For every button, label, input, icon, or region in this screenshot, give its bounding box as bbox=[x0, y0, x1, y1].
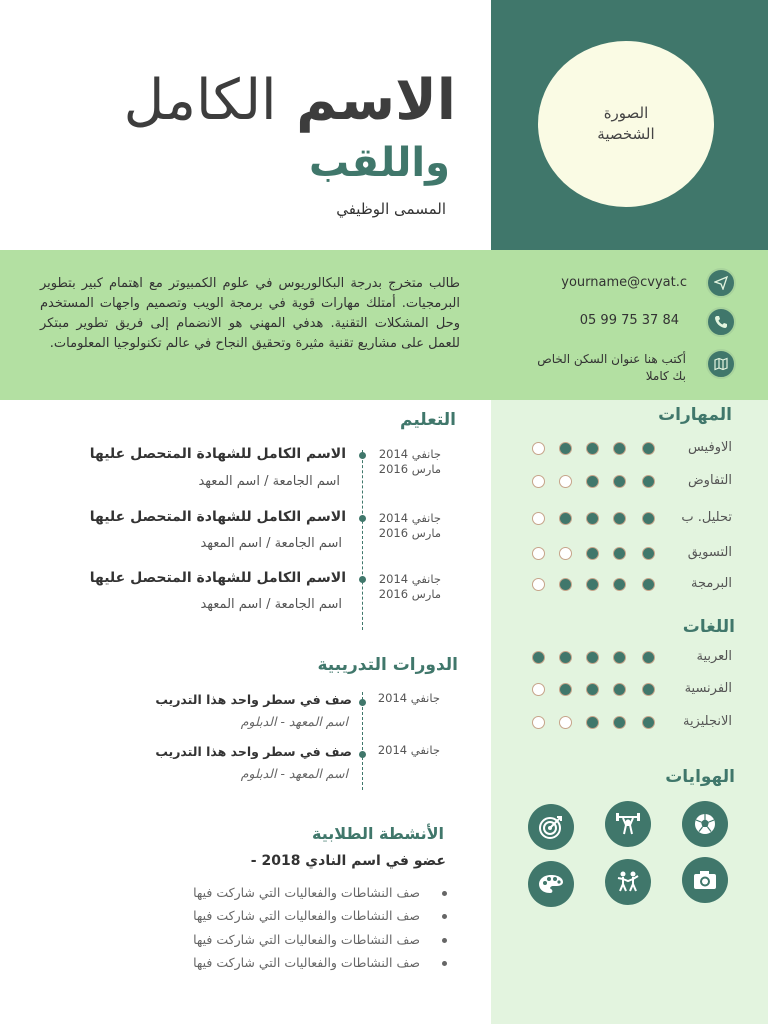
skill-dot-empty bbox=[532, 442, 545, 455]
skill-dot-empty bbox=[559, 475, 572, 488]
skill-label: البرمجة bbox=[691, 576, 732, 591]
bullet bbox=[442, 938, 447, 943]
language-dot-empty bbox=[532, 683, 545, 696]
languages-section-title: اللغات bbox=[682, 617, 735, 637]
skill-label: تحليل. ب bbox=[681, 510, 732, 525]
timeline-dot bbox=[359, 452, 366, 459]
end-date: مارس 2016 bbox=[378, 462, 441, 476]
start-date: جانفي 2014 bbox=[378, 572, 441, 586]
skill-dot-empty bbox=[559, 547, 572, 560]
skill-dot-filled bbox=[559, 578, 572, 591]
skill-label: التفاوض bbox=[687, 473, 732, 488]
photo-label: الصورة الشخصية bbox=[597, 104, 655, 143]
weightlifting-icon bbox=[605, 801, 651, 847]
language-label: العربية bbox=[696, 649, 732, 664]
camera-icon bbox=[682, 857, 728, 903]
activity-item: صف النشاطات والفعاليات التي شاركت فيها bbox=[193, 885, 420, 900]
address-text: أكتب هنا عنوان السكن الخاص بك كاملا bbox=[537, 352, 686, 383]
course-date: جانفي 2014 bbox=[377, 691, 440, 705]
skill-dot-filled bbox=[586, 442, 599, 455]
sidebar-background bbox=[491, 400, 768, 1024]
language-dot-filled bbox=[613, 683, 626, 696]
language-dot-filled bbox=[559, 651, 572, 664]
start-date: جانفي 2014 bbox=[378, 511, 441, 525]
phone-icon bbox=[706, 307, 736, 337]
skill-dot-filled bbox=[586, 578, 599, 591]
language-dot-filled bbox=[642, 716, 655, 729]
skill-dot-filled bbox=[559, 512, 572, 525]
hobbies-section-title: الهوايات bbox=[665, 767, 735, 787]
timeline-dot bbox=[359, 751, 366, 758]
target-icon bbox=[528, 804, 574, 850]
end-date: مارس 2016 bbox=[378, 587, 441, 601]
profile-summary: طالب متخرج بدرجة البكالوريوس في علوم الكمبيوتر مع اهتمام كبير بتطوير البرمجيات. أمتلك مهارات قوية في برمجة الويب وتصميم واجهات المستخدم وحل المشكلات التقنية. هدفي المهني هو الانضمام إلى فريق تطوير مبتكر للعمل على مشاريع تقنية مثيرة وتحقيق النجاح في عالم تكنولوجيا المعلومات. bbox=[40, 276, 460, 351]
start-date: جانفي 2014 bbox=[378, 447, 441, 461]
education-timeline-line bbox=[362, 450, 363, 630]
skill-dot-filled bbox=[613, 578, 626, 591]
course-date: جانفي 2014 bbox=[377, 743, 440, 757]
skill-dot-filled bbox=[586, 475, 599, 488]
paint-palette-icon bbox=[528, 861, 574, 907]
language-dot-filled bbox=[586, 683, 599, 696]
skill-dot-filled bbox=[613, 547, 626, 560]
language-dot-filled bbox=[586, 716, 599, 729]
skill-dot-filled bbox=[613, 442, 626, 455]
end-date: مارس 2016 bbox=[378, 526, 441, 540]
course-title: صف في سطر واحد هذا التدريب bbox=[155, 744, 352, 759]
skill-dot-empty bbox=[532, 512, 545, 525]
school-name: اسم الجامعة / اسم المعهد bbox=[198, 474, 340, 489]
degree-title: الاسم الكامل للشهادة المتحصل عليها bbox=[89, 509, 346, 525]
language-label: الفرنسية bbox=[684, 681, 732, 696]
send-icon bbox=[706, 268, 736, 298]
skill-dot-filled bbox=[642, 547, 655, 560]
language-dot-filled bbox=[559, 683, 572, 696]
skills-section-title: المهارات bbox=[658, 405, 732, 425]
language-label: الانجليزية bbox=[682, 714, 732, 729]
education-section-title: التعليم bbox=[400, 410, 456, 430]
language-dot-filled bbox=[532, 651, 545, 664]
degree-title: الاسم الكامل للشهادة المتحصل عليها bbox=[89, 446, 346, 462]
language-dot-filled bbox=[642, 683, 655, 696]
language-dot-filled bbox=[613, 651, 626, 664]
profile-photo-placeholder bbox=[538, 41, 714, 207]
course-title: صف في سطر واحد هذا التدريب bbox=[155, 692, 352, 707]
map-icon bbox=[706, 349, 736, 379]
activity-item: صف النشاطات والفعاليات التي شاركت فيها bbox=[193, 955, 420, 970]
bullet bbox=[442, 891, 447, 896]
skill-dot-filled bbox=[642, 512, 655, 525]
skill-dot-filled bbox=[586, 547, 599, 560]
timeline-dot bbox=[359, 699, 366, 706]
skill-dot-filled bbox=[613, 475, 626, 488]
email-text: yourname@cvyat.c bbox=[561, 275, 687, 290]
bullet bbox=[442, 914, 447, 919]
language-dot-filled bbox=[642, 651, 655, 664]
course-institute: اسم المعهد - الدبلوم bbox=[240, 766, 348, 781]
course-institute: اسم المعهد - الدبلوم bbox=[240, 714, 348, 729]
language-dot-empty bbox=[559, 716, 572, 729]
skill-dot-filled bbox=[642, 442, 655, 455]
school-name: اسم الجامعة / اسم المعهد bbox=[200, 597, 342, 612]
skill-dot-filled bbox=[613, 512, 626, 525]
courses-timeline-line bbox=[362, 692, 363, 790]
name-bold-word: الاسم bbox=[296, 68, 456, 133]
bullet bbox=[442, 961, 447, 966]
skill-label: الاوفيس bbox=[687, 440, 732, 455]
full-name-line1 bbox=[124, 68, 456, 133]
language-dot-empty bbox=[532, 716, 545, 729]
timeline-dot bbox=[359, 515, 366, 522]
activity-item: صف النشاطات والفعاليات التي شاركت فيها bbox=[193, 908, 420, 923]
language-dot-filled bbox=[613, 716, 626, 729]
courses-section-title: الدورات التدريبية bbox=[317, 655, 458, 675]
language-dot-filled bbox=[586, 651, 599, 664]
activity-item: صف النشاطات والفعاليات التي شاركت فيها bbox=[193, 932, 420, 947]
degree-title: الاسم الكامل للشهادة المتحصل عليها bbox=[89, 570, 346, 586]
skill-dot-filled bbox=[642, 578, 655, 591]
timeline-dot bbox=[359, 576, 366, 583]
soccer-ball-icon bbox=[682, 801, 728, 847]
skill-dot-empty bbox=[532, 578, 545, 591]
skill-dot-filled bbox=[586, 512, 599, 525]
job-title: المسمى الوظيفي bbox=[336, 200, 446, 218]
skill-dot-filled bbox=[559, 442, 572, 455]
skill-dot-empty bbox=[532, 547, 545, 560]
name-light-word: الكامل bbox=[123, 68, 277, 133]
dancing-icon bbox=[605, 859, 651, 905]
skill-dot-filled bbox=[642, 475, 655, 488]
school-name: اسم الجامعة / اسم المعهد bbox=[200, 536, 342, 551]
club-membership: عضو في اسم النادي 2018 - bbox=[250, 853, 446, 869]
skill-label: التسويق bbox=[687, 545, 732, 560]
skill-dot-empty bbox=[532, 475, 545, 488]
phone-text: 05 99 75 37 84 bbox=[579, 313, 679, 328]
activities-section-title: الأنشطة الطلابية bbox=[311, 824, 444, 843]
full-name-line2: واللقب bbox=[308, 140, 450, 186]
